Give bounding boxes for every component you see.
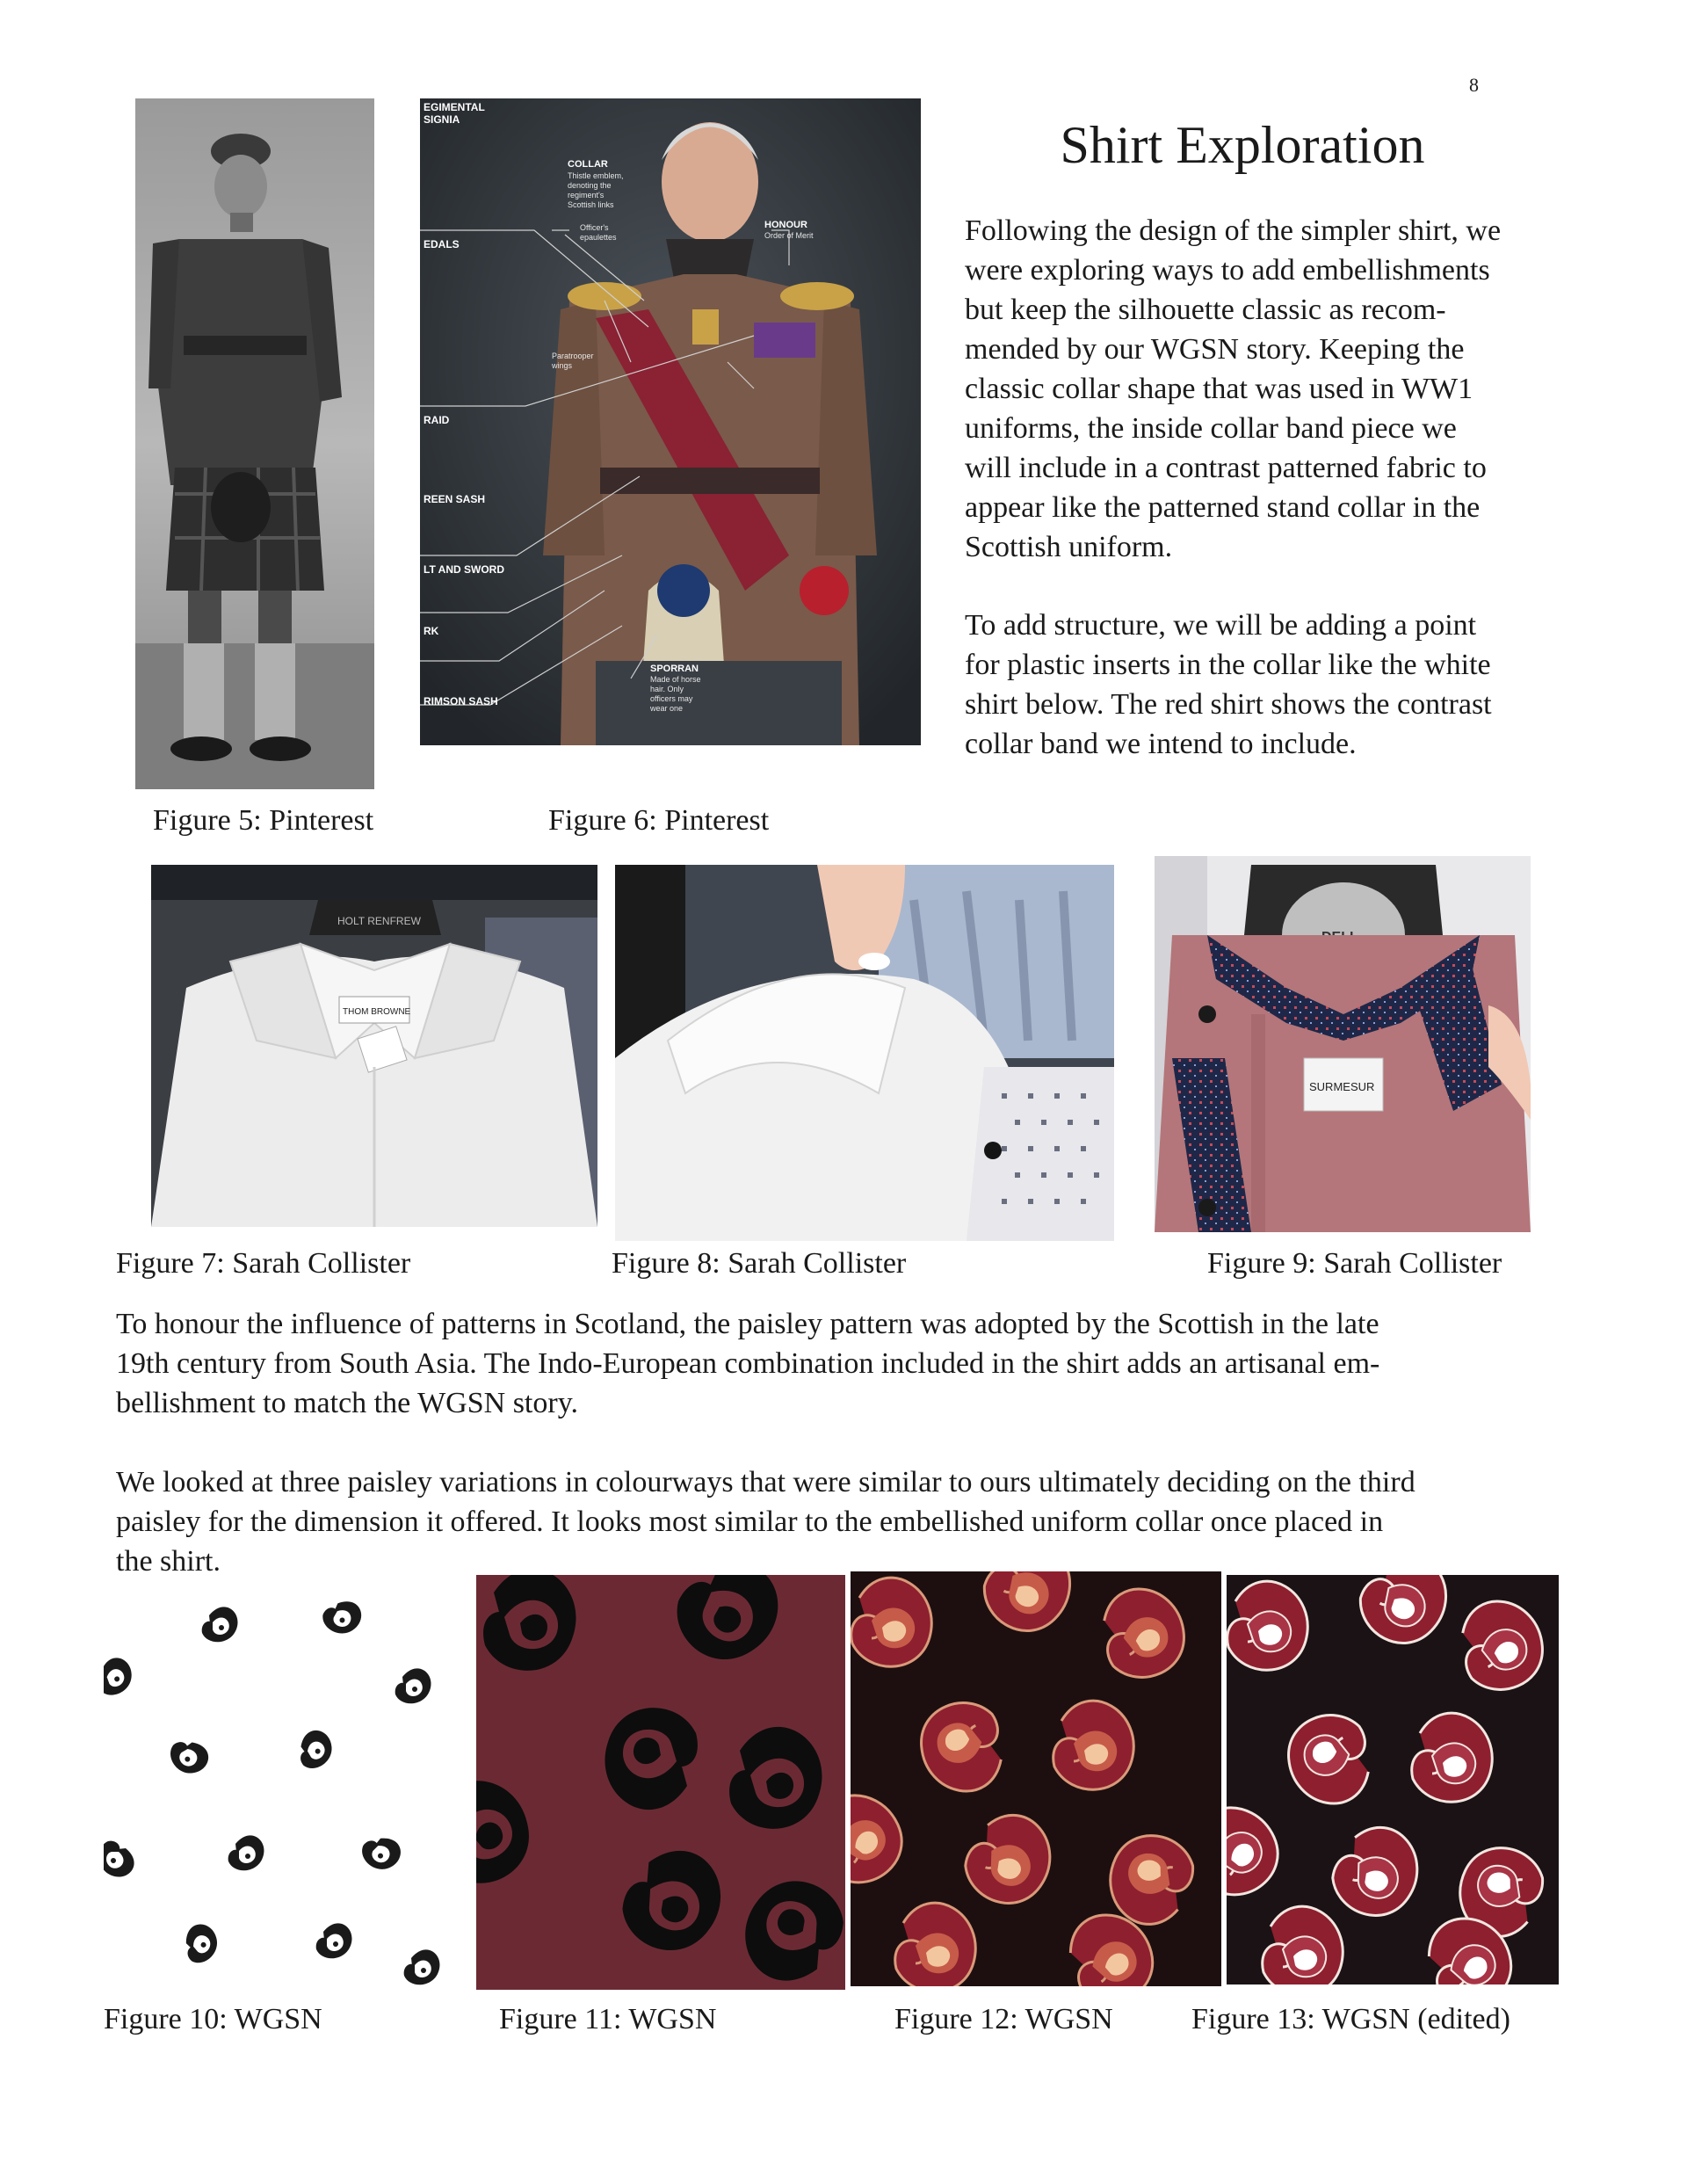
svg-text:Order of Merit: Order of Merit bbox=[764, 231, 814, 240]
caption-figure-13: Figure 13: WGSN (edited) bbox=[1191, 2003, 1510, 2035]
callout-paratrooper: Paratrooper bbox=[552, 352, 594, 360]
callout-belt-sword: LT AND SWORD bbox=[424, 563, 504, 576]
callout-regimental: EGIMENTAL bbox=[424, 101, 485, 113]
body-line: We looked at three paisley variations in colourways that were similar to ours ultimately deciding on the third bbox=[116, 1466, 1415, 1498]
svg-text:hair. Only: hair. Only bbox=[650, 685, 684, 693]
callout-epaulettes: Officer's bbox=[580, 223, 609, 232]
figure-6-uniform-photo bbox=[420, 98, 921, 745]
body-line: the shirt. bbox=[116, 1545, 221, 1578]
page-title: Shirt Exploration bbox=[1060, 116, 1425, 174]
body-line: To honour the influence of patterns in Scotland, the paisley pattern was adopted by the Scottish in the late bbox=[116, 1308, 1379, 1340]
callout-dirk: RK bbox=[424, 625, 439, 637]
callout-collar: COLLAR bbox=[568, 159, 608, 170]
intro-paragraph bbox=[965, 211, 1580, 567]
intro-line: classic collar shape that was used in WW1 bbox=[965, 373, 1473, 405]
svg-text:wear one: wear one bbox=[650, 704, 684, 713]
svg-text:epaulettes: epaulettes bbox=[580, 233, 617, 242]
figure-8-collar-detail-photo bbox=[615, 865, 1114, 1241]
intro-line: were exploring ways to add embellishments bbox=[965, 254, 1490, 287]
intro-line: mended by our WGSN story. Keeping the bbox=[965, 333, 1465, 366]
intro-line: appear like the patterned stand collar in the bbox=[965, 491, 1481, 524]
shirt-label: SURMESUR bbox=[1309, 1080, 1375, 1093]
hanger-brand: HOLT RENFREW bbox=[337, 915, 421, 927]
callout-crimson-sash: RIMSON SASH bbox=[424, 695, 498, 707]
svg-text:wings: wings bbox=[552, 361, 573, 370]
structure-paragraph bbox=[965, 606, 1580, 764]
svg-text:SIGNIA: SIGNIA bbox=[424, 113, 460, 126]
structure-line: collar band we intend to include. bbox=[965, 728, 1357, 760]
body-line: paisley for the dimension it offered. It looks most similar to the embellished uniform collar once placed in bbox=[116, 1506, 1384, 1538]
callout-honour: HONOUR bbox=[764, 220, 807, 230]
body-line: 19th century from South Asia. The Indo-European combination included in the shirt adds an artisanal em- bbox=[116, 1347, 1380, 1380]
svg-text:Made of horse: Made of horse bbox=[650, 675, 701, 684]
svg-text:officers may: officers may bbox=[650, 694, 693, 703]
callout-medals: EDALS bbox=[424, 238, 460, 250]
paisley-selection-paragraph bbox=[116, 1462, 1592, 1581]
caption-figure-9: Figure 9: Sarah Collister bbox=[1207, 1247, 1502, 1280]
svg-text:Scottish links: Scottish links bbox=[568, 200, 614, 209]
caption-figure-8: Figure 8: Sarah Collister bbox=[612, 1247, 907, 1280]
caption-figure-5: Figure 5: Pinterest bbox=[153, 804, 374, 837]
figure-11-wine-paisley-swatch bbox=[476, 1575, 845, 1990]
intro-line: uniforms, the inside collar band piece we bbox=[965, 412, 1457, 445]
callout-braid: RAID bbox=[424, 414, 450, 426]
caption-figure-6: Figure 6: Pinterest bbox=[548, 804, 770, 837]
caption-figure-7: Figure 7: Sarah Collister bbox=[116, 1247, 411, 1280]
figure-12-red-paisley-swatch bbox=[851, 1571, 1221, 1986]
caption-figure-11: Figure 11: WGSN bbox=[499, 2003, 717, 2035]
callout-green-sash: REEN SASH bbox=[424, 493, 486, 505]
structure-line: shirt below. The red shirt shows the contrast bbox=[965, 688, 1492, 721]
figure-10-white-paisley-swatch bbox=[104, 1580, 464, 1999]
intro-line: Scottish uniform. bbox=[965, 531, 1173, 563]
figure-5-soldier-photo bbox=[135, 98, 374, 789]
caption-figure-10: Figure 10: WGSN bbox=[104, 2003, 322, 2035]
figure-13-edited-paisley-swatch bbox=[1227, 1575, 1559, 1984]
figure-7-white-shirt-photo bbox=[151, 865, 597, 1227]
svg-text:Thistle emblem,: Thistle emblem, bbox=[568, 171, 624, 180]
figure-9-red-shirt-photo bbox=[1155, 856, 1531, 1232]
callout-sporran: SPORRAN bbox=[650, 664, 699, 674]
svg-text:regiment's: regiment's bbox=[568, 191, 605, 200]
structure-line: for plastic inserts in the collar like the white bbox=[965, 649, 1491, 681]
svg-text:denoting the: denoting the bbox=[568, 181, 612, 190]
structure-line: To add structure, we will be adding a point bbox=[965, 609, 1477, 642]
intro-line: Following the design of the simpler shirt, we bbox=[965, 214, 1502, 247]
page-number: 8 bbox=[1469, 74, 1479, 96]
paisley-history-paragraph bbox=[116, 1304, 1592, 1423]
shirt-label: THOM BROWNE bbox=[343, 1007, 411, 1017]
body-line: bellishment to match the WGSN story. bbox=[116, 1387, 578, 1419]
caption-figure-12: Figure 12: WGSN bbox=[894, 2003, 1113, 2035]
intro-line: but keep the silhouette classic as recom- bbox=[965, 294, 1446, 326]
intro-line: will include in a contrast patterned fabric to bbox=[965, 452, 1487, 484]
